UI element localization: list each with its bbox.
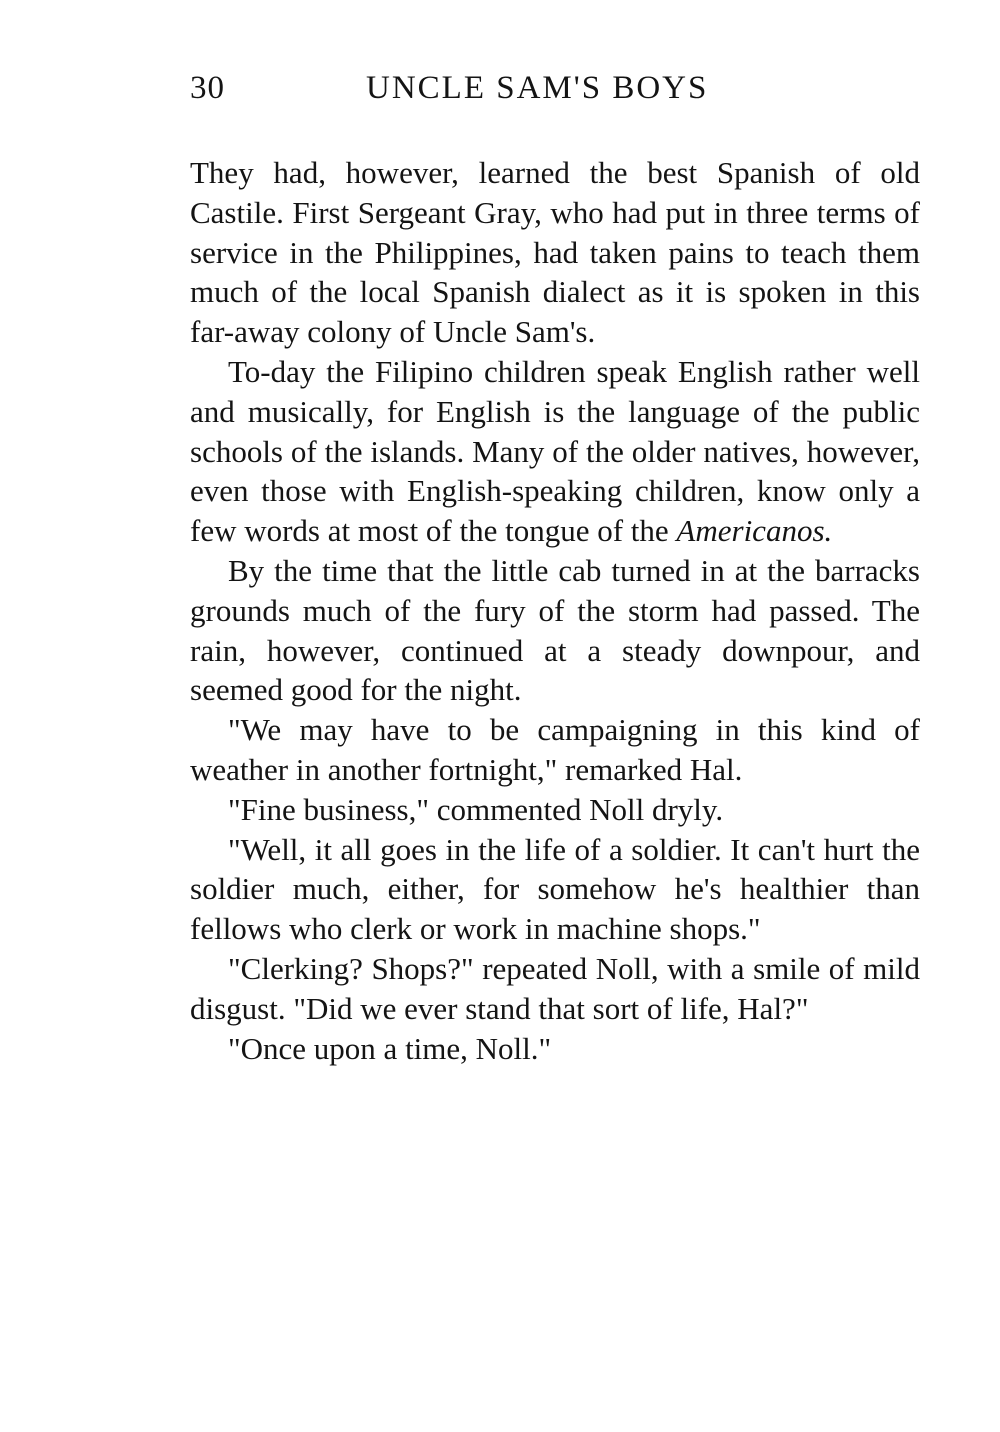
body-text: [190, 153, 920, 1068]
paragraph: [190, 949, 920, 1029]
paragraph: [190, 153, 920, 352]
paragraph: [190, 830, 920, 949]
paragraph: [190, 790, 920, 830]
running-head: [190, 70, 920, 114]
paragraph-text: By the time that the little cab turned in at the barracks grounds much of the fury of the storm had passed. The rain, however, continued at a steady downpour, and seemed good for the night.: [190, 552, 920, 708]
paragraph-text: "Clerking? Shops?" repeated Noll, with a smile of mild disgust. "Did we ever stand that sort of life, Hal?": [190, 950, 920, 1026]
paragraph-text: "Well, it all goes in the life of a soldier. It can't hurt the soldier much, either, for somehow he's healthier than fellows who clerk or work in machine shops.": [190, 831, 920, 947]
paragraph: [190, 352, 920, 551]
paragraph-text: "Fine business," commented Noll dryly.: [228, 791, 724, 827]
paragraph-text: "We may have to be campaigning in this kind of weather in another fortnight," remarked Hal.: [190, 712, 920, 787]
paragraph-text: They had, however, learned the best Spanish of old Castile. First Sergeant Gray, who had put in three terms of service in the Philippines, had taken pains to teach them much of the local Spanish dialect as it is spoken in this far-away colony of Uncle Sam's.: [190, 155, 920, 350]
paragraph: [190, 710, 920, 790]
paragraph: [190, 551, 920, 710]
paragraph-text: "Once upon a time, Noll.": [228, 1030, 552, 1066]
paragraph: [190, 1029, 920, 1069]
italic-word: Americanos.: [676, 513, 833, 549]
running-title: UNCLE SAM'S BOYS: [366, 70, 709, 106]
paragraph-text: To-day the Filipino children speak English rather well and musically, for English is the language of the public schools of the islands. Many of the older natives, however, even those with English-speaking children, know only a few words at most of the tongue of the: [190, 353, 920, 549]
page-number: 30: [190, 70, 225, 106]
